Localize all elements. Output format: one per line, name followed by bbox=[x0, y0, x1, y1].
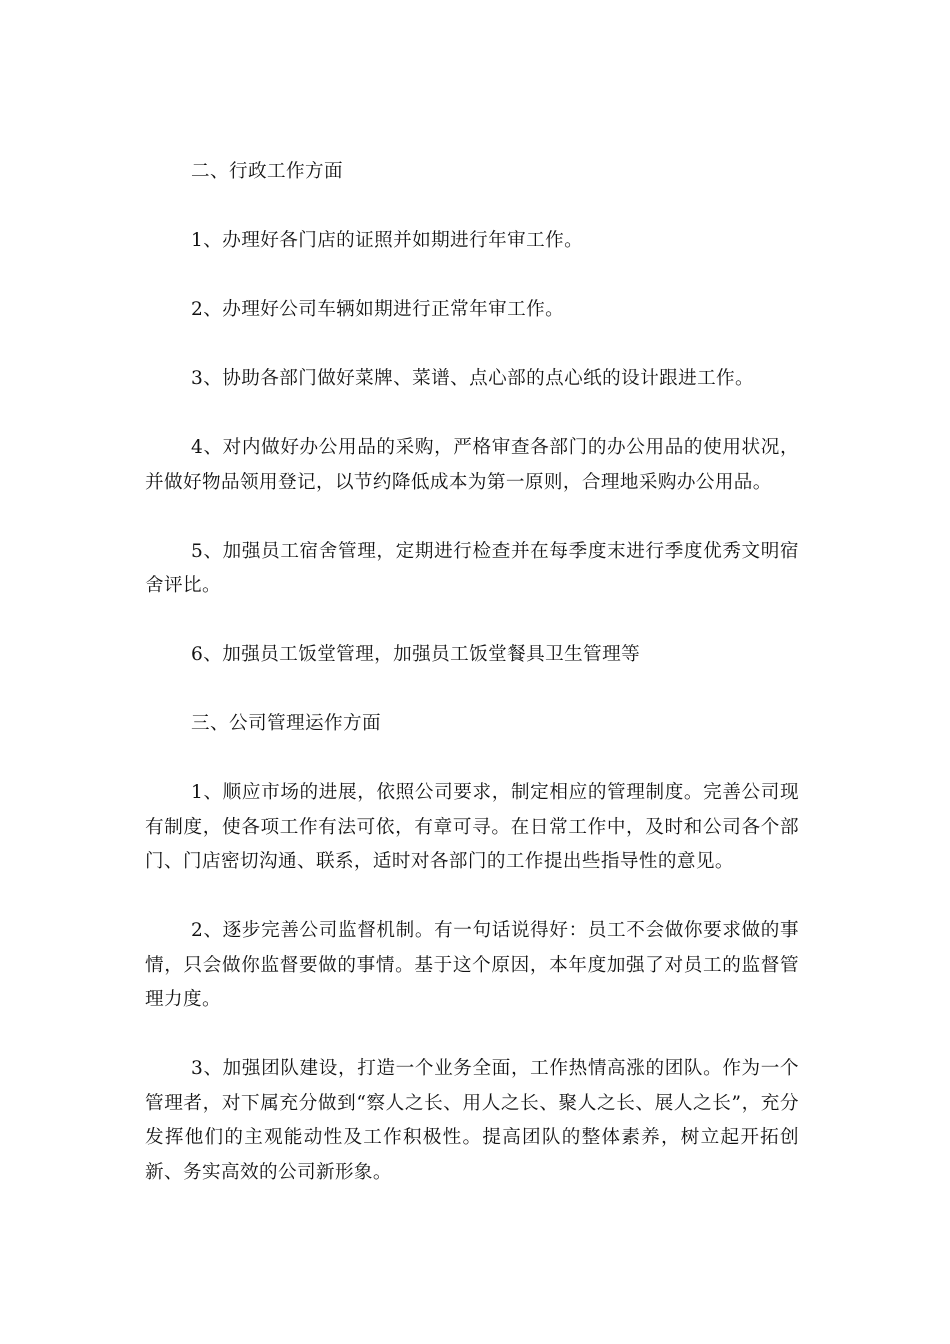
section-heading-management: 三、公司管理运作方面 bbox=[191, 713, 381, 734]
list-item: 1、办理好各门店的证照并如期进行年审工作。 bbox=[191, 230, 584, 251]
section-heading-administrative: 二、行政工作方面 bbox=[191, 161, 343, 182]
list-item: 3、协助各部门做好菜牌、菜谱、点心部的点心纸的设计跟进工作。 bbox=[191, 368, 755, 389]
list-item: 6、加强员工饭堂管理，加强员工饭堂餐具卫生管理等 bbox=[191, 644, 641, 665]
list-item: 5、加强员工宿舍管理，定期进行检查并在每季度末进行季度优秀文明宿舍评比。 bbox=[145, 540, 799, 596]
list-item: 2、办理好公司车辆如期进行正常年审工作。 bbox=[191, 299, 565, 320]
list-item: 4、对内做好办公用品的采购，严格审查各部门的办公用品的使用状况，并做好物品领用登记，以节约降低成本为第一原则，合理地采购办公用品。 bbox=[145, 437, 799, 493]
list-item: 1、顺应市场的进展，依照公司要求，制定相应的管理制度。完善公司现有制度，使各项工作有法可依，有章可寻。在日常工作中，及时和公司各个部门、门店密切沟通、联系，适时对各部门的工作提出些指导性的意见。 bbox=[145, 782, 799, 872]
document-body bbox=[145, 155, 799, 1225]
list-item: 3、加强团队建设，打造一个业务全面，工作热情高涨的团队。作为一个管理者，对下属充分做到“察人之长、用人之长、聚人之长、展人之长”，充分发挥他们的主观能动性及工作积极性。提高团队的整体素养，树立起开拓创新、务实高效的公司新形象。 bbox=[145, 1058, 799, 1183]
list-item: 2、逐步完善公司监督机制。有一句话说得好：员工不会做你要求做的事情，只会做你监督要做的事情。基于这个原因，本年度加强了对员工的监督管理力度。 bbox=[145, 920, 799, 1010]
